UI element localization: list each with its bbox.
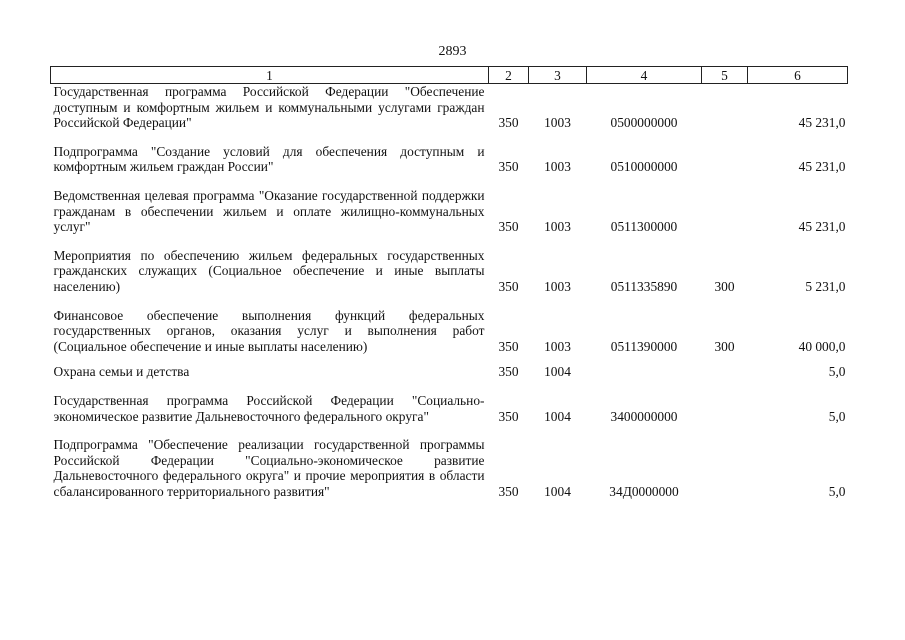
row-col-3: 1003: [544, 115, 571, 131]
page-number: 2893: [438, 44, 467, 59]
table-row: [51, 248, 848, 295]
row-spacer: [51, 175, 848, 188]
table-row: [51, 144, 848, 175]
row-col-4: [587, 364, 702, 380]
row-col-2: 350: [498, 483, 519, 499]
row-col-5: 300: [714, 338, 735, 354]
table-row: [51, 437, 848, 499]
row-col-3: 1004: [544, 408, 571, 424]
row-col-4: 3400000000: [610, 408, 678, 424]
row-col-4: 34Д0000000: [609, 483, 679, 499]
row-col-6: 45 231,0: [798, 159, 846, 175]
row-spacer: [51, 424, 848, 437]
row-col-6: 40 000,0: [798, 338, 846, 354]
row-name: Мероприятия по обеспечению жильем федеральных государственных гражданских служащих (Социальное обеспечение и иные выплаты населению): [53, 247, 485, 294]
row-name: Подпрограмма "Обеспечение реализации государственной программы Российской Федерации "Социально-экономическое развитие Дальневосточного федерального округа" и прочие мероприятия в области сбалансированного территориального развития": [53, 437, 485, 499]
table-header: [51, 67, 848, 84]
row-col-4: 0500000000: [610, 115, 678, 131]
row-spacer: [51, 131, 848, 144]
row-col-4: 0510000000: [610, 159, 678, 175]
row-col-5: 300: [714, 278, 735, 294]
header-row: [51, 67, 848, 84]
row-col-6: 5 231,0: [805, 278, 846, 294]
row-col-3: 1004: [544, 364, 571, 380]
table-row: [51, 188, 848, 235]
row-col-3: 1003: [544, 159, 571, 175]
row-col-5: [702, 393, 748, 424]
row-col-6: 5,0: [828, 408, 846, 424]
row-col-2: 350: [498, 364, 519, 380]
row-col-6: 45 231,0: [798, 115, 846, 131]
row-name: Ведомственная целевая программа "Оказание государственной поддержки гражданам в обеспечении жильем и оплате жилищно-коммунальных услуг": [53, 187, 485, 235]
row-spacer: [51, 380, 848, 393]
row-col-2: 350: [498, 408, 519, 424]
row-col-6: 5,0: [828, 364, 846, 380]
row-col-5: [702, 188, 748, 235]
table-body: [51, 84, 848, 500]
table-row: [51, 308, 848, 355]
header-col-4: 4: [587, 67, 702, 84]
row-col-6: 45 231,0: [798, 219, 846, 235]
table-row: [51, 364, 848, 380]
header-col-3: 3: [529, 67, 587, 84]
row-col-3: 1004: [544, 483, 571, 499]
table-row: [51, 393, 848, 424]
header-col-2: 2: [489, 67, 529, 84]
row-name: Государственная программа Российской Федерации "Обеспечение доступным и комфортным жильем и коммунальными услугами граждан Российской Федерации": [53, 84, 485, 131]
row-col-4: 0511335890: [610, 278, 678, 294]
row-name: Государственная программа Российской Федерации "Социально-экономическое развитие Дальневосточного федерального округа": [53, 392, 485, 424]
row-spacer: [51, 295, 848, 308]
row-col-4: 0511390000: [610, 338, 678, 354]
row-col-5: [702, 144, 748, 175]
header-col-6: 6: [748, 67, 848, 84]
row-col-6: 5,0: [828, 483, 846, 499]
row-col-3: 1003: [544, 219, 571, 235]
row-col-2: 350: [498, 219, 519, 235]
row-col-3: 1003: [544, 338, 571, 354]
row-col-2: 350: [498, 338, 519, 354]
row-name: Охрана семьи и детства: [53, 364, 190, 380]
row-name: Финансовое обеспечение выполнения функций федеральных государственных органов, оказания услуг и выполнения работ (Социальное обеспечение и иные выплаты населению): [53, 307, 485, 354]
row-col-5: [702, 84, 748, 131]
header-col-1: 1: [51, 67, 489, 84]
budget-table: [50, 66, 848, 499]
row-col-2: 350: [498, 159, 519, 175]
row-col-3: 1003: [544, 278, 571, 294]
row-col-2: 350: [498, 115, 519, 131]
row-spacer: [51, 235, 848, 248]
header-col-5: 5: [702, 67, 748, 84]
row-col-5: [702, 437, 748, 499]
row-name: Подпрограмма "Создание условий для обеспечения доступным и комфортным жильем граждан России": [53, 143, 485, 175]
table-row: [51, 84, 848, 131]
row-col-4: 0511300000: [610, 219, 678, 235]
row-col-5: [702, 364, 748, 380]
row-col-2: 350: [498, 278, 519, 294]
row-spacer: [51, 354, 848, 364]
